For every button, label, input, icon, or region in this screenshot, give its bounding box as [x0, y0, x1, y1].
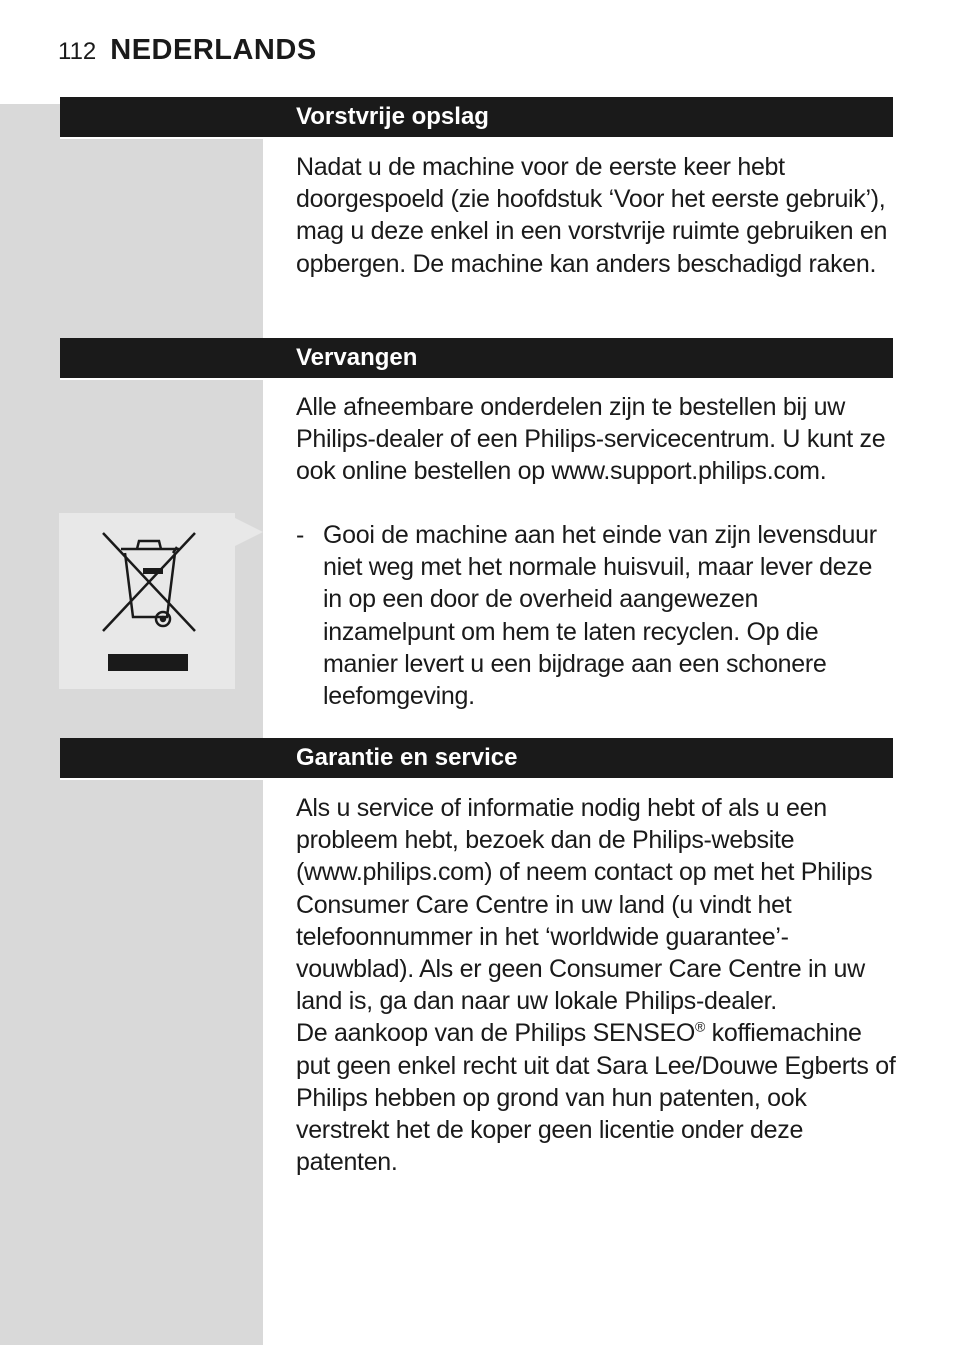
page-number: 112: [58, 38, 97, 65]
paragraph: [296, 1019, 895, 1176]
crossed-out-wheelie-bin-icon: [59, 513, 235, 689]
bullet-text: Gooi de machine aan het einde van zijn levensduur niet weg met het normale huisvuil, maar lever deze in op een door de overheid aangewezen inzamelpunt om hem te laten recyclen. Op die manier levert u een bijdrage aan een schonere leefomgeving.: [323, 521, 877, 711]
page-header: [58, 34, 317, 74]
paragraph: Nadat u de machine voor de eerste keer hebt doorgespoeld (zie hoofdstuk ‘Voor het eerste gebruik’), mag u deze enkel in een vorstvrije ruimte gebruiken en opbergen. De machine kan anders beschadigd raken.: [296, 153, 888, 278]
section-heading-vervangen: [60, 338, 893, 380]
section-title: Garantie en service: [296, 744, 518, 771]
paragraph: Alle afneembare onderdelen zijn te bestellen bij uw Philips-dealer of een Philips-servicecentrum. U kunt ze ook online bestellen op www.support.philips.com.: [296, 393, 886, 486]
bullet-marker: -: [296, 521, 305, 549]
paragraph-part: koffiemachine put geen enkel recht uit dat Sara Lee/Douwe Egberts of Philips hebben op grond van hun patenten, ook verstrekt het de koper geen licentie onder deze patenten.: [296, 1019, 896, 1177]
section-title: Vervangen: [296, 344, 418, 371]
section-title: Vorstvrije opslag: [296, 103, 489, 130]
icon-pointer: [235, 518, 263, 546]
paragraph: Als u service of informatie nodig hebt of als u een probleem hebt, bezoek dan de Philips-website (www.philips.com) of neem contact op met het Philips Consumer Care Centre in uw land (u vindt het telefoonnummer in het ‘worldwide guarantee’-vouwblad). Als er geen Consumer Care Centre in uw land is, ga dan naar uw lokale Philips-dealer.: [296, 794, 873, 1016]
section-heading-vorstvrije-opslag: [60, 97, 893, 139]
section-heading-garantie-en-service: [60, 738, 893, 780]
bullet-item: [296, 519, 896, 712]
language-title: NEDERLANDS: [110, 34, 317, 66]
registered-mark: ®: [694, 1019, 705, 1036]
margin-column: [0, 104, 263, 1345]
paragraph-part: De aankoop van de Philips SENSEO: [296, 1019, 695, 1048]
disposal-icon-box: [59, 513, 235, 689]
warranty-text: [296, 792, 896, 1178]
